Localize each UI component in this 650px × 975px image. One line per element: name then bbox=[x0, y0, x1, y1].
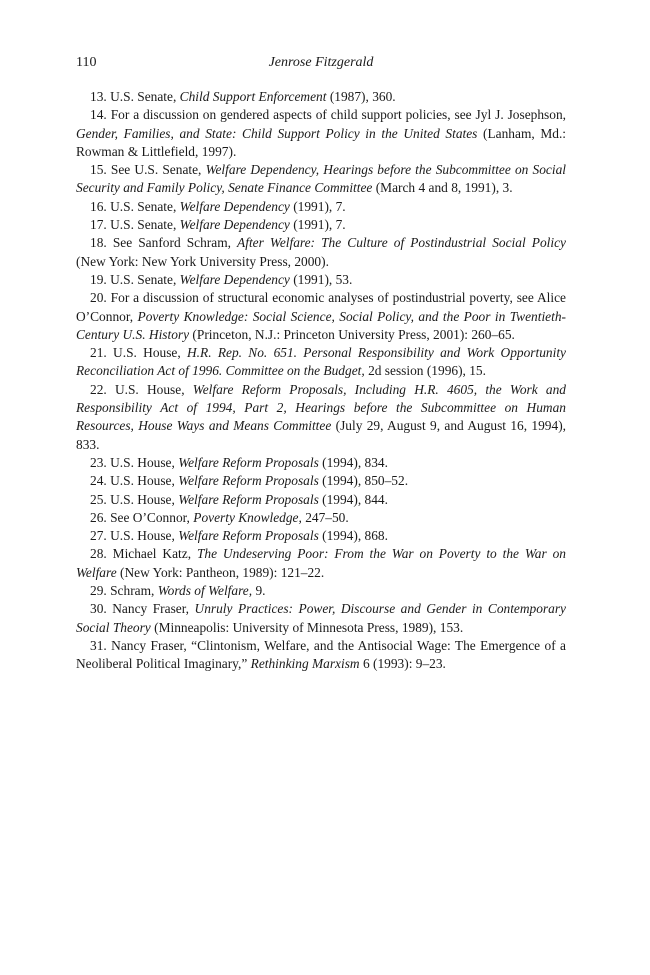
endnote bbox=[76, 545, 566, 582]
endnote bbox=[76, 600, 566, 637]
endnote-text: See O’Connor, bbox=[110, 509, 194, 525]
endnote bbox=[76, 88, 566, 106]
endnote-text: (1994), 844. bbox=[318, 491, 388, 507]
endnote bbox=[76, 637, 566, 674]
endnote-title-text: Poverty Knowledge: Social Science, Social Policy, and the Poor in Twentieth-Century U.S. History bbox=[76, 308, 567, 342]
endnote-number: 31. bbox=[90, 637, 107, 653]
endnote-text: U.S. House, bbox=[110, 528, 179, 544]
endnote-title-text: After Welfare: The Culture of Postindustrial Social Policy bbox=[237, 235, 566, 251]
endnote-number: 17. bbox=[90, 217, 107, 233]
endnote-title-text: Welfare Reform Proposals bbox=[178, 491, 319, 507]
page-header bbox=[76, 53, 566, 73]
endnote-text: (1994), 834. bbox=[318, 454, 388, 470]
endnote-title-text: Welfare Dependency, Hearings before the Subcommittee on Social Security and Family Policy, Senate Finance Committee bbox=[76, 162, 566, 196]
endnote-number: 24. bbox=[90, 473, 107, 489]
endnote-number: 16. bbox=[90, 198, 107, 214]
endnote bbox=[76, 198, 566, 216]
endnote-title-text: Welfare Dependency bbox=[179, 217, 290, 233]
endnote bbox=[76, 582, 566, 600]
endnote-text: U.S. House, bbox=[113, 345, 188, 361]
endnote-title-text: The Undeserving Poor: From the War on Poverty to the War on Welfare bbox=[76, 546, 566, 580]
endnote-text: Michael Katz, bbox=[112, 546, 197, 562]
endnote bbox=[76, 216, 566, 234]
endnote-text: (Minneapolis: University of Minnesota Press, 1989), 153. bbox=[150, 619, 464, 635]
endnote bbox=[76, 491, 566, 509]
endnote-text: (1991), 7. bbox=[289, 198, 346, 214]
endnote-number: 18. bbox=[90, 235, 107, 251]
endnote-number: 27. bbox=[90, 528, 107, 544]
endnote-text: U.S. Senate, bbox=[110, 89, 180, 104]
endnote-title-text: Gender, Families, and State: Child Support Policy in the United States bbox=[76, 125, 478, 141]
endnote-text: (1994), 850–52. bbox=[318, 473, 409, 489]
endnote-title-text: Rethinking Marxism bbox=[250, 656, 360, 672]
endnote-title-text: Child Support Enforcement bbox=[179, 89, 327, 104]
endnote-text: Nancy Fraser, “Clintonism, Welfare, and the Antisocial Wage: The Emergence of a Neoliberal Political Imaginary,” bbox=[76, 637, 566, 672]
endnote-text: (March 4 and 8, 1991), 3. bbox=[372, 180, 513, 196]
endnote-title-text: Welfare Reform Proposals bbox=[178, 454, 319, 470]
running-head: Jenrose Fitzgerald bbox=[268, 55, 374, 70]
endnote-text: (1991), 7. bbox=[289, 217, 346, 233]
endnote bbox=[76, 454, 566, 472]
endnote-number: 25. bbox=[90, 491, 107, 507]
endnote-text: (New York: Pantheon, 1989): 121–22. bbox=[116, 564, 325, 580]
endnote bbox=[76, 509, 566, 527]
endnote-text: U.S. Senate, bbox=[110, 198, 180, 214]
endnotes-list bbox=[76, 88, 566, 674]
endnote-title-text: Welfare Reform Proposals bbox=[178, 528, 319, 544]
endnote bbox=[76, 381, 566, 454]
endnote bbox=[76, 106, 566, 161]
endnote bbox=[76, 271, 566, 289]
endnote-text: 9. bbox=[252, 583, 266, 599]
endnote-text: U.S. House, bbox=[110, 473, 179, 489]
endnote-number: 26. bbox=[90, 509, 107, 525]
endnote-number: 19. bbox=[90, 271, 107, 287]
endnote-title-text: Welfare Reform Proposals, Including H.R. 4605, the Work and Responsibility Act of 1994, Part 2, Hearings before the Subcommittee on Human Resources, House Ways and Means Committee bbox=[76, 381, 566, 434]
endnote-number: 28. bbox=[90, 546, 107, 562]
endnote-title-text: Poverty Knowledge, bbox=[193, 509, 302, 525]
endnote-text: U.S. House, bbox=[110, 454, 179, 470]
endnote-number: 13. bbox=[90, 89, 107, 104]
endnote-number: 29. bbox=[90, 583, 107, 599]
endnote-text: See Sanford Schram, bbox=[112, 235, 238, 251]
endnote-text: 247–50. bbox=[301, 509, 349, 525]
endnote-text: U.S. House, bbox=[114, 381, 193, 397]
endnote-text: (1994), 868. bbox=[318, 528, 388, 544]
endnote-number: 21. bbox=[90, 345, 107, 361]
endnote-title-text: Welfare Dependency bbox=[179, 198, 290, 214]
endnote-text: (Lanham, Md.: Rowman & Littlefield, 1997). bbox=[76, 125, 567, 159]
endnote-number: 14. bbox=[90, 107, 107, 123]
endnote-text: (July 29, August 9, and August 16, 1994), 833. bbox=[76, 418, 566, 452]
endnote bbox=[76, 234, 566, 271]
endnote-text: Nancy Fraser, bbox=[112, 601, 195, 617]
endnote-text: (1991), 53. bbox=[289, 271, 353, 287]
endnote bbox=[76, 344, 566, 381]
endnote-text: (Princeton, N.J.: Princeton University Press, 2001): 260–65. bbox=[189, 326, 515, 342]
endnote bbox=[76, 527, 566, 545]
endnote-text: See U.S. Senate, bbox=[110, 162, 206, 178]
endnote-title-text: Welfare Dependency bbox=[179, 271, 290, 287]
endnote-text: (1987), 360. bbox=[326, 89, 396, 104]
endnote bbox=[76, 472, 566, 490]
endnote-text: For a discussion on gendered aspects of child support policies, see Jyl J. Josephson, bbox=[110, 107, 566, 123]
endnote-text: 2d session (1996), 15. bbox=[364, 363, 486, 379]
endnote-number: 15. bbox=[90, 162, 107, 178]
endnote-text: U.S. Senate, bbox=[110, 217, 180, 233]
endnote-text: U.S. Senate, bbox=[110, 271, 180, 287]
endnote-text: U.S. House, bbox=[110, 491, 179, 507]
endnote-number: 30. bbox=[90, 601, 107, 617]
endnote bbox=[76, 161, 566, 198]
endnote-title-text: Words of Welfare, bbox=[157, 583, 253, 599]
endnote-text: (New York: New York University Press, 2000). bbox=[76, 253, 329, 269]
endnote bbox=[76, 289, 566, 344]
endnote-text: Schram, bbox=[110, 583, 158, 599]
endnote-number: 23. bbox=[90, 454, 107, 470]
endnote-text: For a discussion of structural economic analyses of postindustrial poverty, see Alice O’Connor, bbox=[76, 290, 566, 324]
endnote-number: 22. bbox=[90, 381, 107, 397]
endnote-title-text: Unruly Practices: Power, Discourse and Gender in Contemporary Social Theory bbox=[76, 601, 566, 635]
endnote-title-text: H.R. Rep. No. 651. Personal Responsibility and Work Opportunity Reconciliation Act of 1996. Committee on the Budget, bbox=[76, 345, 566, 379]
page-number: 110 bbox=[76, 55, 97, 70]
endnote-number: 20. bbox=[90, 290, 107, 306]
endnote-title-text: Welfare Reform Proposals bbox=[178, 473, 319, 489]
endnote-text: 6 (1993): 9–23. bbox=[359, 656, 446, 672]
